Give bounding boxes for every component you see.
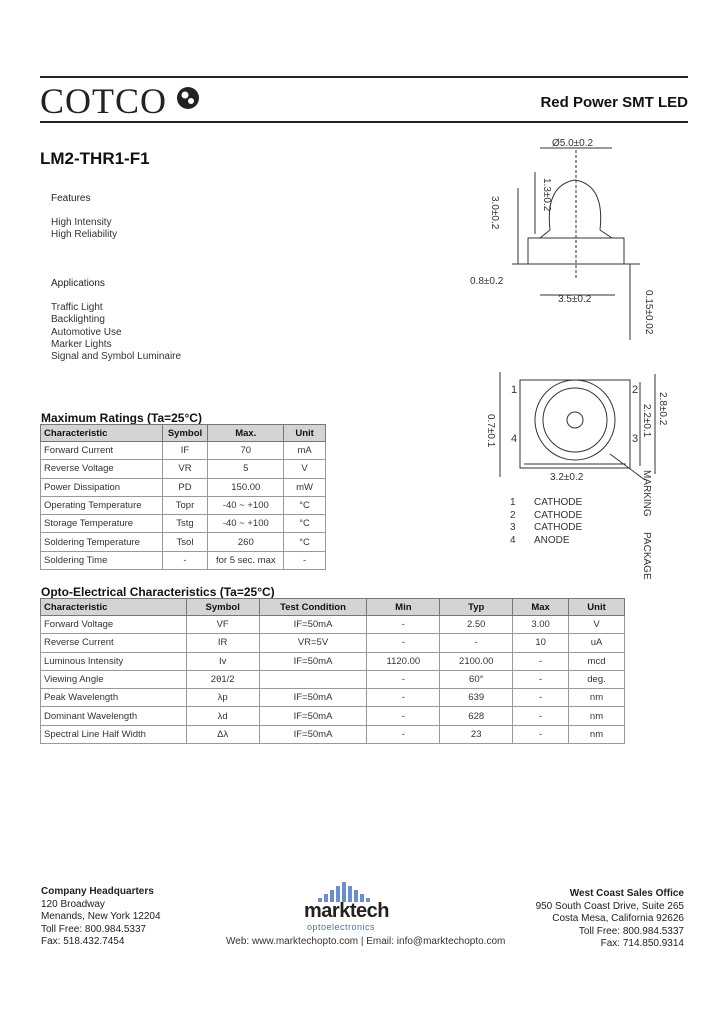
table-cell: Tstg — [162, 515, 208, 533]
table-cell: Viewing Angle — [41, 670, 187, 688]
table-cell: - — [367, 725, 440, 743]
table-cell: nm — [569, 725, 625, 743]
table-cell: 3.00 — [513, 616, 569, 634]
pin-legend-row: 3 CATHODE — [510, 522, 583, 533]
cotco-logo-text: COTCO — [40, 81, 168, 121]
table-cell: Topr — [162, 496, 208, 514]
column-header: Unit — [569, 599, 625, 616]
table-cell: 5 — [208, 460, 284, 478]
table-cell: mA — [284, 442, 326, 460]
table-cell: PD — [162, 478, 208, 496]
column-header: Characteristic — [41, 425, 163, 442]
table-cell: mW — [284, 478, 326, 496]
table-cell: VF — [186, 616, 259, 634]
table-row — [41, 725, 625, 743]
table-row — [41, 616, 625, 634]
hq-address — [41, 886, 161, 949]
table-cell: V — [569, 616, 625, 634]
table-row — [41, 689, 625, 707]
dim-thickness: 0.15±0.02 — [643, 290, 654, 335]
table-row — [41, 707, 625, 725]
list-item: Traffic Light — [51, 302, 103, 313]
package-outline — [520, 380, 630, 468]
table-cell: Δλ — [186, 725, 259, 743]
lens-middle-ring — [543, 388, 607, 452]
table-cell: Soldering Time — [41, 551, 163, 569]
table-cell: - — [440, 634, 513, 652]
opto-title: Opto-Electrical Characteristics (Ta=25°C) — [41, 585, 275, 599]
table-cell: Forward Voltage — [41, 616, 187, 634]
table-cell: 639 — [440, 689, 513, 707]
table-cell: 2100.00 — [440, 652, 513, 670]
table-cell: - — [284, 551, 326, 569]
table-cell: 2.50 — [440, 616, 513, 634]
table-cell: - — [367, 670, 440, 688]
hq-line: Menands, New York 12204 — [41, 911, 161, 922]
table-cell: - — [513, 689, 569, 707]
applications-heading: Applications — [51, 278, 105, 289]
column-header: Characteristic — [41, 599, 187, 616]
column-header: Min — [367, 599, 440, 616]
hq-heading: Company Headquarters — [41, 886, 154, 897]
column-header: Symbol — [186, 599, 259, 616]
list-item: Marker Lights — [51, 338, 112, 350]
list-item: Automotive Use — [51, 326, 122, 338]
table-cell: - — [513, 652, 569, 670]
table-cell: IF — [162, 442, 208, 460]
package-side-view-diagram — [440, 130, 680, 350]
table-cell: uA — [569, 634, 625, 652]
table-header-row — [41, 425, 326, 442]
table-cell: Iv — [186, 652, 259, 670]
lens-outer-ring — [535, 380, 615, 460]
hq-line: 120 Broadway — [41, 898, 105, 910]
table-header-row — [41, 599, 625, 616]
table-cell — [259, 670, 367, 688]
table-row — [41, 496, 326, 514]
west-line: Costa Mesa, California 92626 — [552, 913, 684, 924]
column-header: Max. — [208, 425, 284, 442]
table-row — [41, 515, 326, 533]
column-header: Max — [513, 599, 569, 616]
pin-label-3: 3 — [632, 433, 639, 445]
table-cell: IF=50mA — [259, 725, 367, 743]
max-ratings-title: Maximum Ratings (Ta=25°C) — [41, 411, 202, 425]
table-cell: IF=50mA — [259, 689, 367, 707]
pin-label-2: 2 — [632, 384, 639, 396]
dim-dome-height: 1.3±0.2 — [541, 178, 552, 212]
table-cell: - — [162, 551, 208, 569]
document-title: Red Power SMT LED — [540, 94, 688, 111]
table-row — [41, 460, 326, 478]
header-bottom-rule — [40, 121, 688, 123]
table-cell: nm — [569, 689, 625, 707]
features-heading: Features — [51, 193, 91, 204]
dim-body-height: 3.0±0.2 — [489, 196, 500, 230]
table-cell: λd — [186, 707, 259, 725]
table-cell: 628 — [440, 707, 513, 725]
table-cell: Tsol — [162, 533, 208, 551]
list-item: High Reliability — [51, 229, 118, 241]
column-header: Test Condition — [259, 599, 367, 616]
column-header: Symbol — [162, 425, 208, 442]
table-cell: nm — [569, 707, 625, 725]
list-item: Signal and Symbol Luminaire — [51, 351, 182, 363]
list-item: High Intensity — [51, 217, 112, 228]
dim-outer: 2.8±0.2 — [657, 392, 668, 426]
table-cell: - — [367, 707, 440, 725]
marktech-logo-text: marktech — [304, 900, 389, 922]
table-row — [41, 652, 625, 670]
table-cell: Spectral Line Half Width — [41, 725, 187, 743]
dim-side: 0.7±0.1 — [485, 414, 496, 448]
hq-line: Fax: 518.432.7454 — [41, 936, 125, 947]
table-cell: 150.00 — [208, 478, 284, 496]
table-cell: Reverse Current — [41, 634, 187, 652]
table-row — [41, 670, 625, 688]
table-row — [41, 442, 326, 460]
table-cell: 2θ1/2 — [186, 670, 259, 688]
table-cell: - — [513, 670, 569, 688]
package-top-view-diagram — [480, 362, 700, 582]
pin-legend — [510, 497, 630, 547]
table-cell: 60° — [440, 670, 513, 688]
table-row — [41, 551, 326, 569]
pin-label-1: 1 — [511, 384, 518, 396]
table-cell: V — [284, 460, 326, 478]
table-cell: Peak Wavelength — [41, 689, 187, 707]
die-circle — [567, 412, 583, 428]
table-cell: IF=50mA — [259, 652, 367, 670]
west-heading: West Coast Sales Office — [569, 888, 684, 899]
table-row — [41, 478, 326, 496]
pin-legend-row: 2 CATHODE — [510, 509, 583, 521]
table-cell: °C — [284, 533, 326, 551]
table-cell: IF=50mA — [259, 616, 367, 634]
table-cell: - — [367, 616, 440, 634]
lens-dome-outline — [549, 180, 600, 230]
table-cell: Reverse Voltage — [41, 460, 163, 478]
features-list — [51, 217, 117, 242]
west-coast-address — [536, 888, 684, 951]
table-cell: VR=5V — [259, 634, 367, 652]
west-line: 950 South Coast Drive, Suite 265 — [535, 900, 684, 912]
max-ratings-table — [40, 424, 326, 570]
table-cell: - — [367, 689, 440, 707]
package-label: PACKAGE — [641, 532, 652, 580]
table-cell: VR — [162, 460, 208, 478]
table-cell: °C — [284, 496, 326, 514]
table-cell: λp — [186, 689, 259, 707]
table-cell: - — [367, 634, 440, 652]
hq-line: Toll Free: 800.984.5337 — [41, 923, 147, 935]
dim-top-width: Ø5.0±0.2 — [552, 138, 594, 149]
table-cell: - — [513, 725, 569, 743]
table-cell: 1120.00 — [367, 652, 440, 670]
table-cell: Luminous Intensity — [41, 652, 187, 670]
table-cell: 10 — [513, 634, 569, 652]
table-cell: 70 — [208, 442, 284, 460]
west-line: Fax: 714.850.9314 — [600, 938, 684, 949]
table-cell: 260 — [208, 533, 284, 551]
pin-legend-row: 1 CATHODE — [510, 497, 583, 508]
table-cell: -40 ~ +100 — [208, 496, 284, 514]
part-number: LM2-THR1-F1 — [40, 149, 150, 168]
table-cell: for 5 sec. max — [208, 551, 284, 569]
pin-label-4: 4 — [511, 433, 518, 445]
table-cell: 23 — [440, 725, 513, 743]
table-cell: IR — [186, 634, 259, 652]
column-header: Unit — [284, 425, 326, 442]
table-row — [41, 533, 326, 551]
table-cell: Forward Current — [41, 442, 163, 460]
table-cell: Operating Temperature — [41, 496, 163, 514]
table-cell: -40 ~ +100 — [208, 515, 284, 533]
applications-list — [51, 302, 181, 363]
cotco-logo-icon — [176, 86, 200, 110]
table-cell: Dominant Wavelength — [41, 707, 187, 725]
table-cell: IF=50mA — [259, 707, 367, 725]
dim-bottom: 3.2±0.2 — [550, 472, 584, 483]
table-cell: Power Dissipation — [41, 478, 163, 496]
table-cell: deg. — [569, 670, 625, 688]
marktech-logo-subtext: optoelectronics — [307, 922, 376, 932]
table-cell: Soldering Temperature — [41, 533, 163, 551]
web-email-line[interactable]: Web: www.marktechopto.com | Email: info@marktechopto.com — [226, 936, 506, 947]
table-cell: - — [513, 707, 569, 725]
table-cell: °C — [284, 515, 326, 533]
dim-lead: 0.8±0.2 — [470, 276, 504, 287]
column-header: Typ — [440, 599, 513, 616]
marking-label: MARKING — [641, 470, 652, 517]
dim-inner: 2.2±0.1 — [641, 404, 652, 438]
table-cell: mcd — [569, 652, 625, 670]
table-row — [41, 634, 625, 652]
header-top-rule — [40, 76, 688, 78]
list-item: Backlighting — [51, 314, 105, 326]
table-cell: Storage Temperature — [41, 515, 163, 533]
west-line: Toll Free: 800.984.5337 — [578, 925, 684, 937]
dim-span: 3.5±0.2 — [558, 294, 592, 305]
opto-table — [40, 598, 625, 744]
pin-legend-row: 4 ANODE — [510, 534, 570, 546]
